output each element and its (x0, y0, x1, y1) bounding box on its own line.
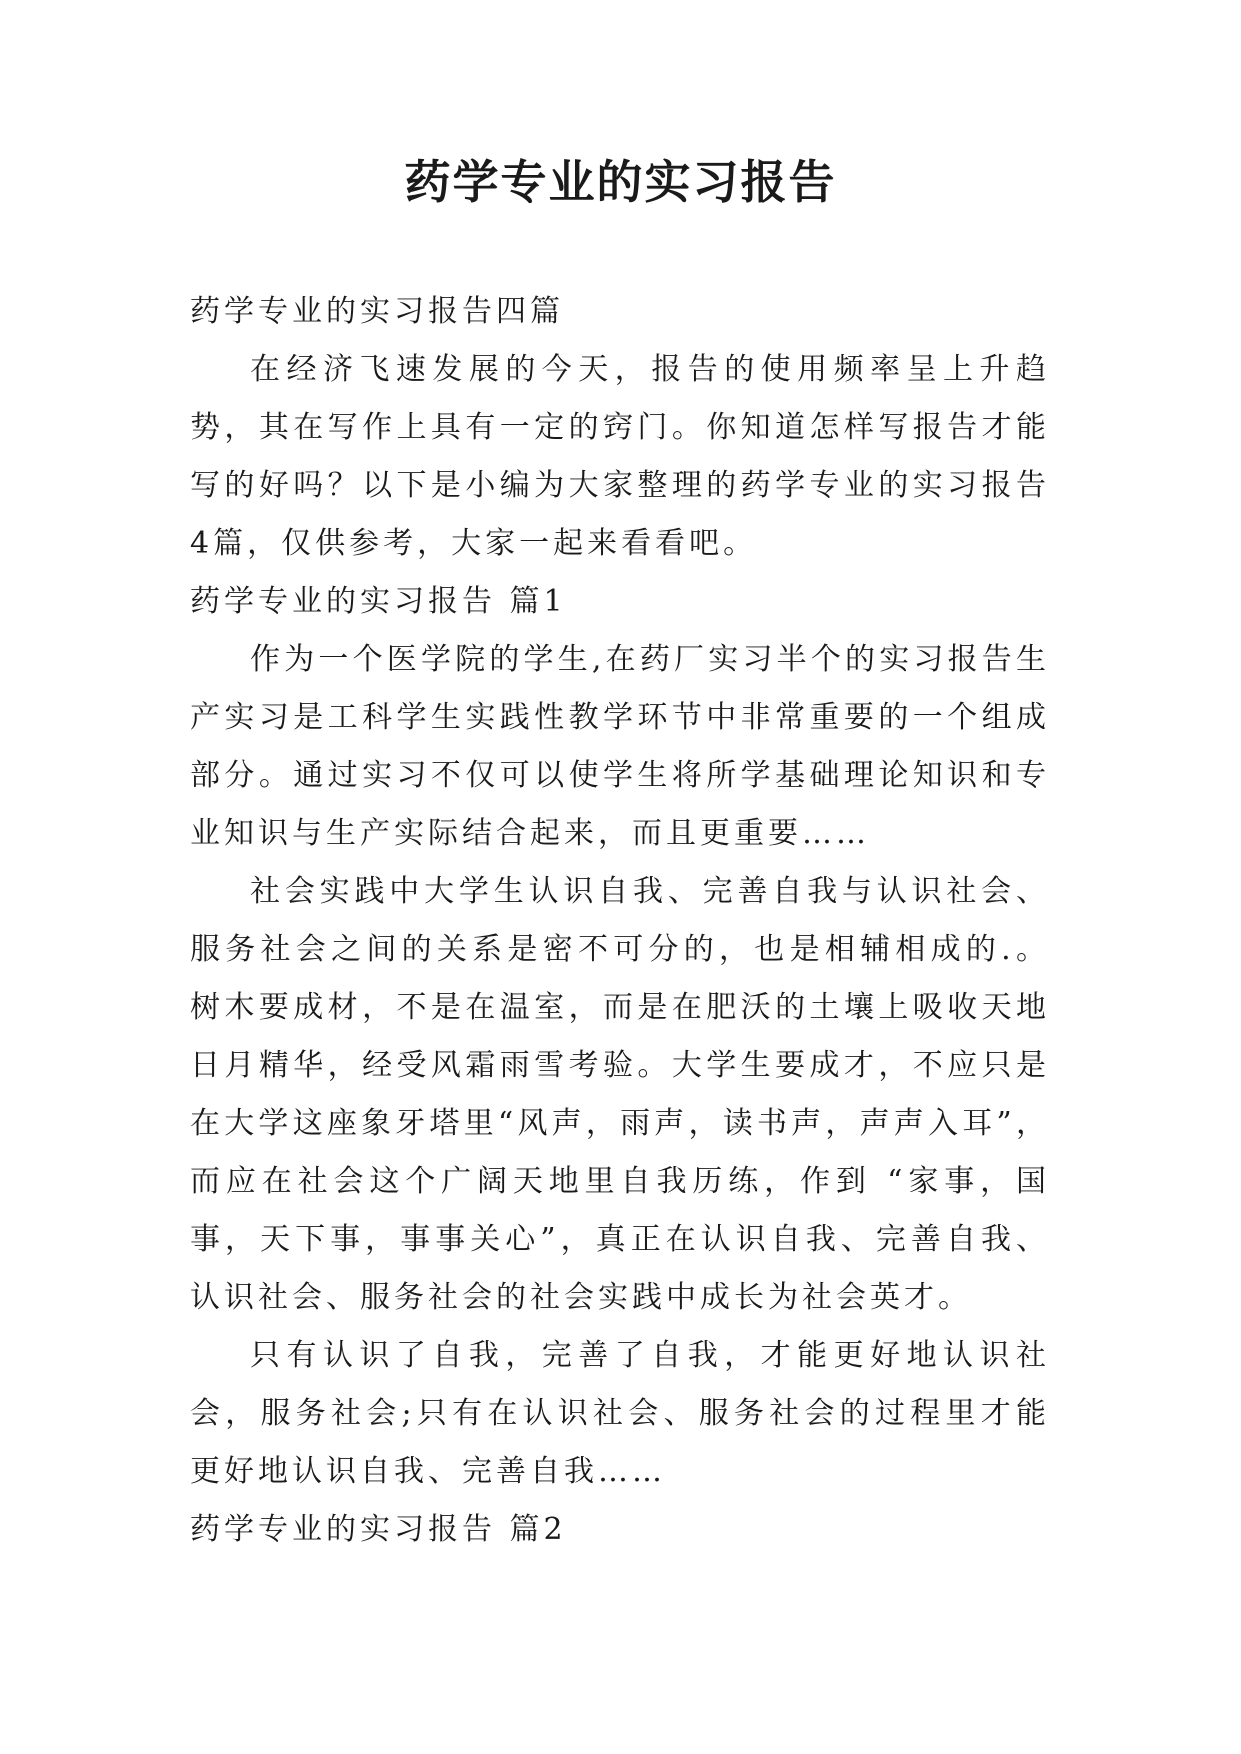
intro-paragraph: 在经济飞速发展的今天，报告的使用频率呈上升趋势，其在写作上具有一定的窍门。你知道怎样写报告才能写的好吗？以下是小编为大家整理的药学专业的实习报告4篇，仅供参考，大家一起来看看吧。 (190, 352, 1050, 561)
document-subtitle: 药学专业的实习报告四篇 (190, 294, 564, 329)
document-body (190, 283, 1050, 1559)
document-title: 药学专业的实习报告 (404, 155, 837, 209)
section-1-paragraph-1: 作为一个医学院的学生,在药厂实习半个的实习报告生产实习是工科学生实践性教学环节中非常重要的一个组成部分。通过实习不仅可以使学生将所学基础理论知识和专业知识与生产实际结合起来，而且更重要…… (190, 642, 1050, 851)
section-1-heading: 药学专业的实习报告 篇1 (190, 584, 567, 619)
section-1-paragraph-2: 社会实践中大学生认识自我、完善自我与认识社会、服务社会之间的关系是密不可分的，也是相辅相成的.。树木要成材，不是在温室，而是在肥沃的土壤上吸收天地日月精华，经受风霜雨雪考验。大学生要成才，不应只是在大学这座象牙塔里“风声，雨声，读书声，声声入耳”，而应在社会这个广阔天地里自我历练，作到 “家事，国事，天下事，事事关心”，真正在认识自我、完善自我、认识社会、服务社会的社会实践中成长为社会英才。 (190, 874, 1050, 1315)
section-2-heading: 药学专业的实习报告 篇2 (190, 1512, 567, 1547)
section-1-paragraph-3: 只有认识了自我，完善了自我，才能更好地认识社会，服务社会;只有在认识社会、服务社会的过程里才能更好地认识自我、完善自我…… (190, 1338, 1050, 1489)
